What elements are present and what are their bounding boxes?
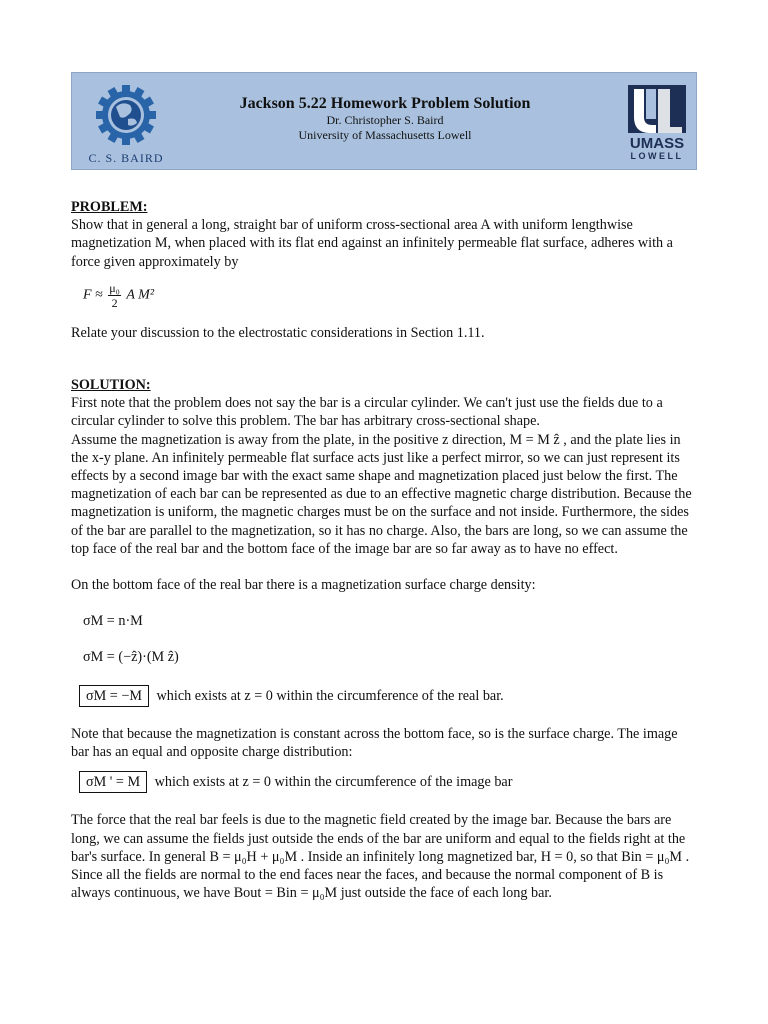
- left-logo-caption: C. S. BAIRD: [88, 151, 164, 165]
- formula-numerator: μ₀: [109, 280, 120, 295]
- problem-text: Show that in general a long, straight bar of uniform cross-sectional area A with uniform lengthwise magnetization M, when placed with its flat end against an infinitely permeable flat surface, adheres with a force given approximately by: [71, 217, 673, 270]
- title-block: [72, 95, 698, 143]
- solution-heading: SOLUTION:: [71, 377, 151, 394]
- document-title: Jackson 5.22 Homework Problem Solution: [239, 95, 531, 112]
- document-body: [71, 198, 699, 902]
- formula-fraction: [108, 281, 121, 310]
- formula-denominator: 2: [111, 295, 118, 310]
- equation-4-box: σM ' = M: [79, 771, 147, 793]
- relate-text: Relate your discussion to the electrostatic considerations in Section 1.11.: [71, 324, 485, 341]
- umass-emblem-icon: [626, 83, 688, 135]
- formula-lhs: F ≈: [83, 287, 103, 303]
- equation-3: [71, 685, 699, 707]
- umass-logo-text: UMASS: [629, 135, 685, 152]
- umass-lowell-logo: [626, 83, 688, 163]
- formula-rhs: A M²: [126, 287, 155, 303]
- equation-3-text: which exists at z = 0 within the circumference of the real bar.: [156, 687, 504, 704]
- solution-para-5: The force that the real bar feels is due to the magnetic field created by the image bar. Because the bars are long, we can assume the fields just outside the ends of the bar are uniform and equal to the fields right at the bar's surface. In general B = μ₀H + μ₀M . Inside an infinitely long magnetized bar, H = 0, so that Bin = μ₀M . Since all the fields are normal to the end faces near the faces, and because the normal component of B is always continuous, we have Bout = Bin = μ₀M just outside the face of each long bar.: [71, 812, 690, 902]
- document-header: [71, 72, 697, 170]
- solution-para-1: First note that the problem does not say the bar is a circular cylinder. We can't just use the fields due to a circular cylinder to solve this problem. The bar has arbitrary cross-sectional shape.: [71, 395, 663, 430]
- solution-para-2: Assume the magnetization is away from the plate, in the positive z direction, M = M ẑ , and the plate lies in the x-y plane. An infinitely permeable flat surface acts just like a perfect mirror, so we can just represent its effects by a second image bar with the exact same shape and magnetization placed just below the first. The magnetization of each bar can be represented as due to an effective magnetic charge distribution. Because the magnetization is uniform, the magnetic charges must be on the surface and not inside. Furthermore, the sides of the bar are parallel to the magnetization, so it has no charge. Also, the bars are long, so we can assume the top face of the real bar and the bottom face of the image bar are so far away as to have no effect.: [71, 431, 692, 557]
- solution-para-4: Note that because the magnetization is constant across the bottom face, so is the surface charge. The image bar has an equal and opposite charge distribution:: [71, 725, 678, 761]
- lowell-logo-text: LOWELL: [630, 151, 684, 161]
- problem-heading: PROBLEM:: [71, 199, 148, 215]
- equation-4-text: which exists at z = 0 within the circumference of the image bar: [154, 774, 513, 791]
- equation-3-box: σM = −M: [79, 685, 149, 707]
- solution-para-3: On the bottom face of the real bar there is a magnetization surface charge density:: [71, 577, 536, 594]
- equation-4: [71, 771, 699, 793]
- equation-1: σM = n·M: [83, 613, 143, 630]
- equation-2: σM = (−ẑ)·(M ẑ): [83, 649, 179, 666]
- force-formula: [71, 281, 699, 310]
- author-name: Dr. Christopher S. Baird: [326, 113, 444, 127]
- affiliation: University of Massachusetts Lowell: [298, 128, 472, 142]
